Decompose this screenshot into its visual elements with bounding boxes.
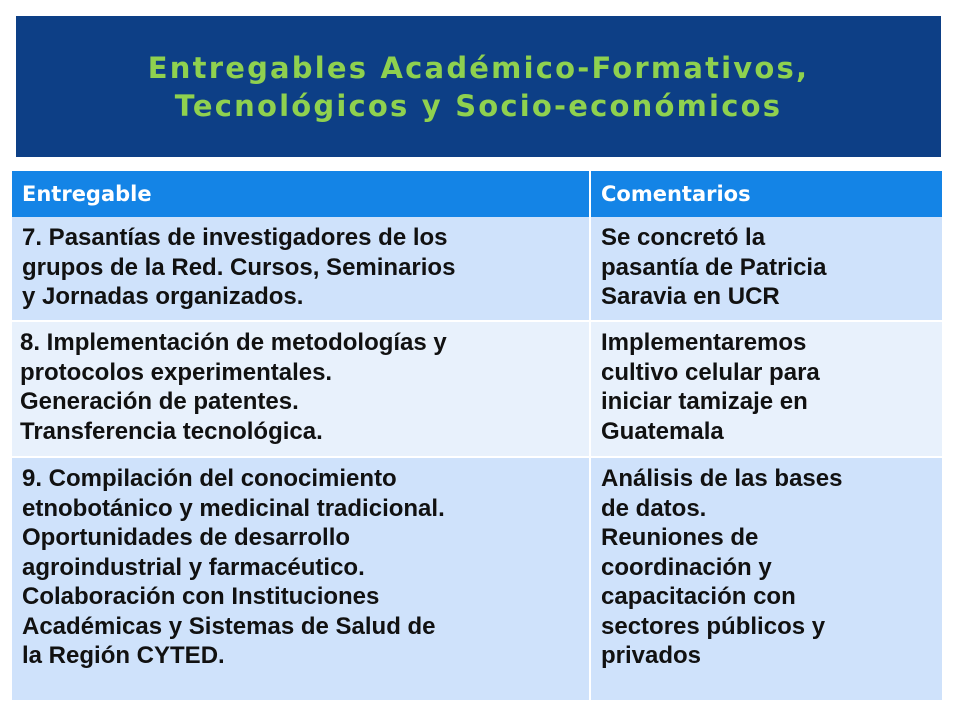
- cell-text-line: Reuniones de: [601, 524, 759, 551]
- cell-text-line: 7. Pasantías de investigadores de los: [22, 224, 448, 251]
- cell-text-line: Transferencia tecnológica.: [20, 417, 323, 445]
- cell-text-line: capacitación con: [601, 583, 796, 610]
- title-banner: [16, 16, 941, 157]
- cell-text-line: protocolos experimentales.: [20, 358, 333, 386]
- cell-text-line: agroindustrial y farmacéutico.: [22, 553, 365, 581]
- cell-text-line: iniciar tamizaje en: [601, 388, 808, 415]
- column-header-entregable: Entregable: [12, 171, 590, 217]
- slide-title-line-2: Tecnológicos y Socio-económicos: [174, 88, 783, 123]
- cell-text-line: la Región CYTED.: [22, 642, 225, 669]
- cell-text-line: privados: [601, 642, 702, 669]
- comentarios-cell: [590, 217, 942, 321]
- table-row: [12, 321, 942, 457]
- cell-text-line: de datos.: [601, 494, 707, 522]
- cell-text-line: y Jornadas organizados.: [22, 283, 304, 310]
- cell-text-line: sectores públicos y: [601, 612, 826, 640]
- cell-text-line: Colaboración con Instituciones: [22, 583, 380, 610]
- cell-text-line: Guatemala: [601, 417, 724, 445]
- cell-text-line: Generación de patentes.: [20, 388, 299, 415]
- cell-text-line: grupos de la Red. Cursos, Seminarios: [22, 253, 456, 281]
- cell-text-line: 8. Implementación de metodologías y: [20, 329, 447, 356]
- cell-text-line: pasantía de Patricia: [601, 253, 827, 281]
- cell-text-line: 9. Compilación del conocimiento: [22, 465, 397, 492]
- slide-title-line-1: Entregables Académico-Formativos,: [147, 50, 810, 85]
- table-header-row: [12, 171, 942, 217]
- deliverables-table: [12, 171, 942, 702]
- cell-text-line: Implementaremos: [601, 329, 807, 356]
- cell-text-line: Académicas y Sistemas de Salud de: [22, 612, 436, 640]
- entregable-cell: [12, 217, 590, 321]
- comentarios-cell: [590, 321, 942, 457]
- cell-text-line: etnobotánico y medicinal tradicional.: [22, 494, 445, 522]
- cell-text-line: coordinación y: [601, 553, 772, 581]
- entregable-cell: [12, 457, 590, 701]
- cell-text-line: Se concretó la: [601, 224, 766, 251]
- cell-text-line: cultivo celular para: [601, 358, 820, 386]
- cell-text-line: Análisis de las bases: [601, 465, 843, 492]
- comentarios-cell: [590, 457, 942, 701]
- entregable-cell: [12, 321, 590, 457]
- cell-text-line: Oportunidades de desarrollo: [22, 524, 351, 551]
- table-row: [12, 457, 942, 701]
- table-row: [12, 217, 942, 321]
- column-header-comentarios: Comentarios: [590, 171, 942, 217]
- cell-text-line: Saravia en UCR: [601, 283, 780, 310]
